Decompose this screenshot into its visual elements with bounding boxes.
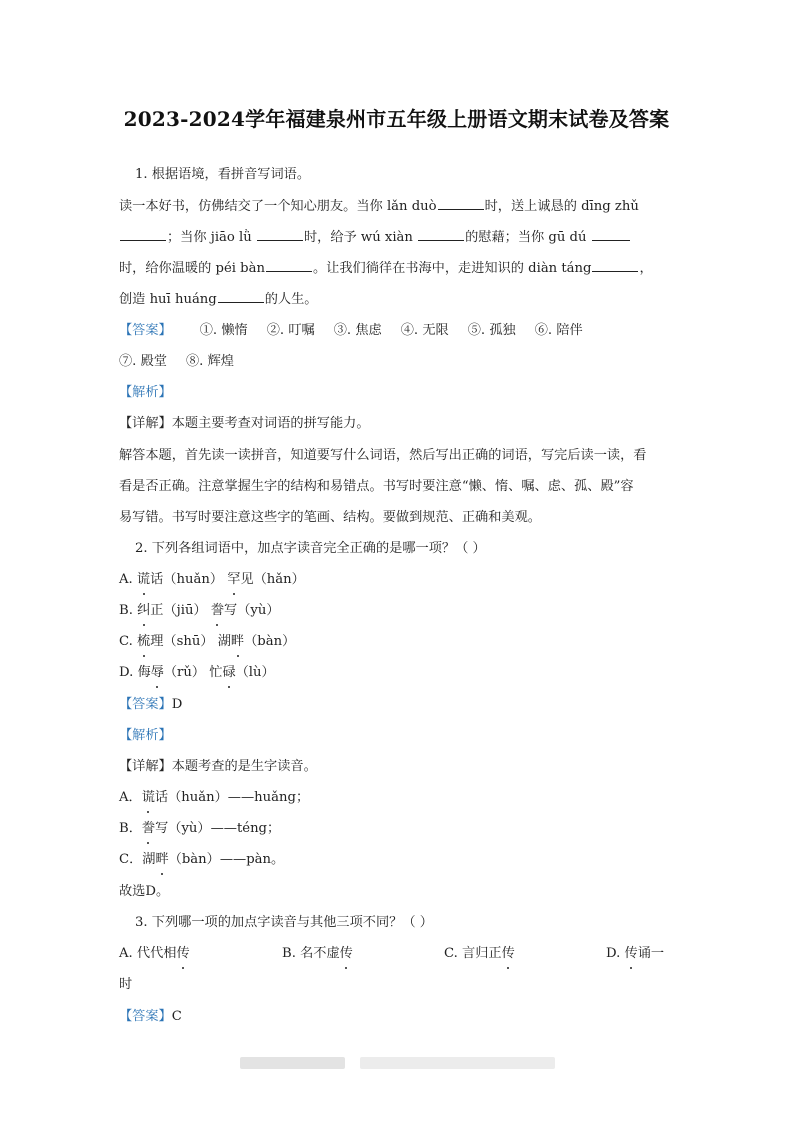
- q1-paragraph-line-4: 创造 huī huáng 的人生。: [119, 289, 318, 310]
- blank-5: [592, 227, 630, 241]
- q1-paragraph-line-2: ；当你 jiāo lǜ 时，给予 wú xiàn 的慰藉；当你 gū dú: [119, 227, 631, 248]
- q2-fix-c: C．湖畔（bàn）——pàn。: [119, 850, 284, 870]
- blank-1: [438, 196, 484, 210]
- page-title: 2023-2024学年福建泉州市五年级上册语文期末试卷及答案: [123, 107, 670, 131]
- q3-stem: 3. 下列哪一项的加点字读音与其他三项不同？（ ）: [135, 915, 433, 930]
- blank-8: [218, 289, 264, 303]
- blank-2: [120, 227, 166, 241]
- q1-explanation-line-3: 易写错。书写时要注意这些字的笔画、结构。要做到规范、正确和美观。: [119, 510, 541, 525]
- q2-conclusion: 故选D。: [119, 884, 170, 899]
- q2-stem: 2. 下列各组词语中，加点字读音完全正确的是哪一项？（ ）: [135, 541, 486, 556]
- q2-option-c: C. 梳理（shū） 湖畔（bàn）: [119, 632, 295, 652]
- q2-option-b: B. 纠正（jiū） 誊写（yù）: [119, 601, 280, 621]
- answer-tag: 【答案】: [119, 323, 172, 338]
- blank-7: [592, 258, 638, 272]
- blank-4: [418, 227, 464, 241]
- q1-answer-row-1: 【答案】 ①. 懒惰 ②. 叮嘱 ③. 焦虑 ④. 无限 ⑤. 孤独 ⑥. 陪伴: [119, 323, 583, 338]
- q1-paragraph-line-3: 时，给你温暖的 péi bàn 。让我们徜徉在书海中，走进知识的 diàn táng ，: [119, 258, 653, 279]
- q2-fix-b: B．誊写（yù）——téng；: [119, 819, 280, 839]
- q1-paragraph-line-1: 读一本好书，仿佛结交了一个知心朋友。当你 lǎn duò 时，送上诚恳的 dīng zhǔ: [119, 196, 639, 217]
- q3-option-c: C. 言归正传: [444, 944, 515, 964]
- blank-3: [257, 227, 303, 241]
- q1-explanation-line-2: 看是否正确。注意掌握生字的结构和易错点。书写时要注意“懒、惰、嘱、虑、孤、殿”容: [119, 479, 634, 494]
- q2-detail: 【详解】本题考查的是生字读音。: [119, 759, 317, 774]
- analysis-tag: 【解析】: [119, 385, 172, 400]
- q3-option-a: A. 代代相传: [119, 944, 190, 964]
- q3-option-d: D. 传诵一: [606, 944, 664, 964]
- q3-option-d-wrap: 时: [119, 977, 133, 992]
- q1-answer-row-2: ⑦. 殿堂 ⑧. 辉煌: [119, 354, 234, 369]
- q2-answer: 【答案】D: [119, 697, 183, 712]
- blank-6: [266, 258, 312, 272]
- q3-option-b: B. 名不虚传: [282, 944, 353, 964]
- footer-watermark-blur-2: [360, 1057, 555, 1069]
- q1-detail: 【详解】本题主要考查对词语的拼写能力。: [119, 416, 370, 431]
- q2-option-a: A. 谎话（huǎn） 罕见（hǎn）: [119, 570, 305, 590]
- q2-fix-a: A．谎话（huǎn）——huǎng；: [119, 788, 309, 808]
- q3-answer: 【答案】C: [119, 1009, 182, 1024]
- q2-analysis-tag: 【解析】: [119, 728, 172, 743]
- q1-stem: 1. 根据语境，看拼音写词语。: [135, 167, 311, 182]
- q1-explanation-line-1: 解答本题，首先读一读拼音，知道要写什么词语，然后写出正确的词语，写完后读一读，看: [119, 448, 647, 463]
- footer-watermark-blur: [240, 1057, 345, 1069]
- q2-option-d: D. 侮辱（rǔ） 忙碌（lù）: [119, 663, 275, 683]
